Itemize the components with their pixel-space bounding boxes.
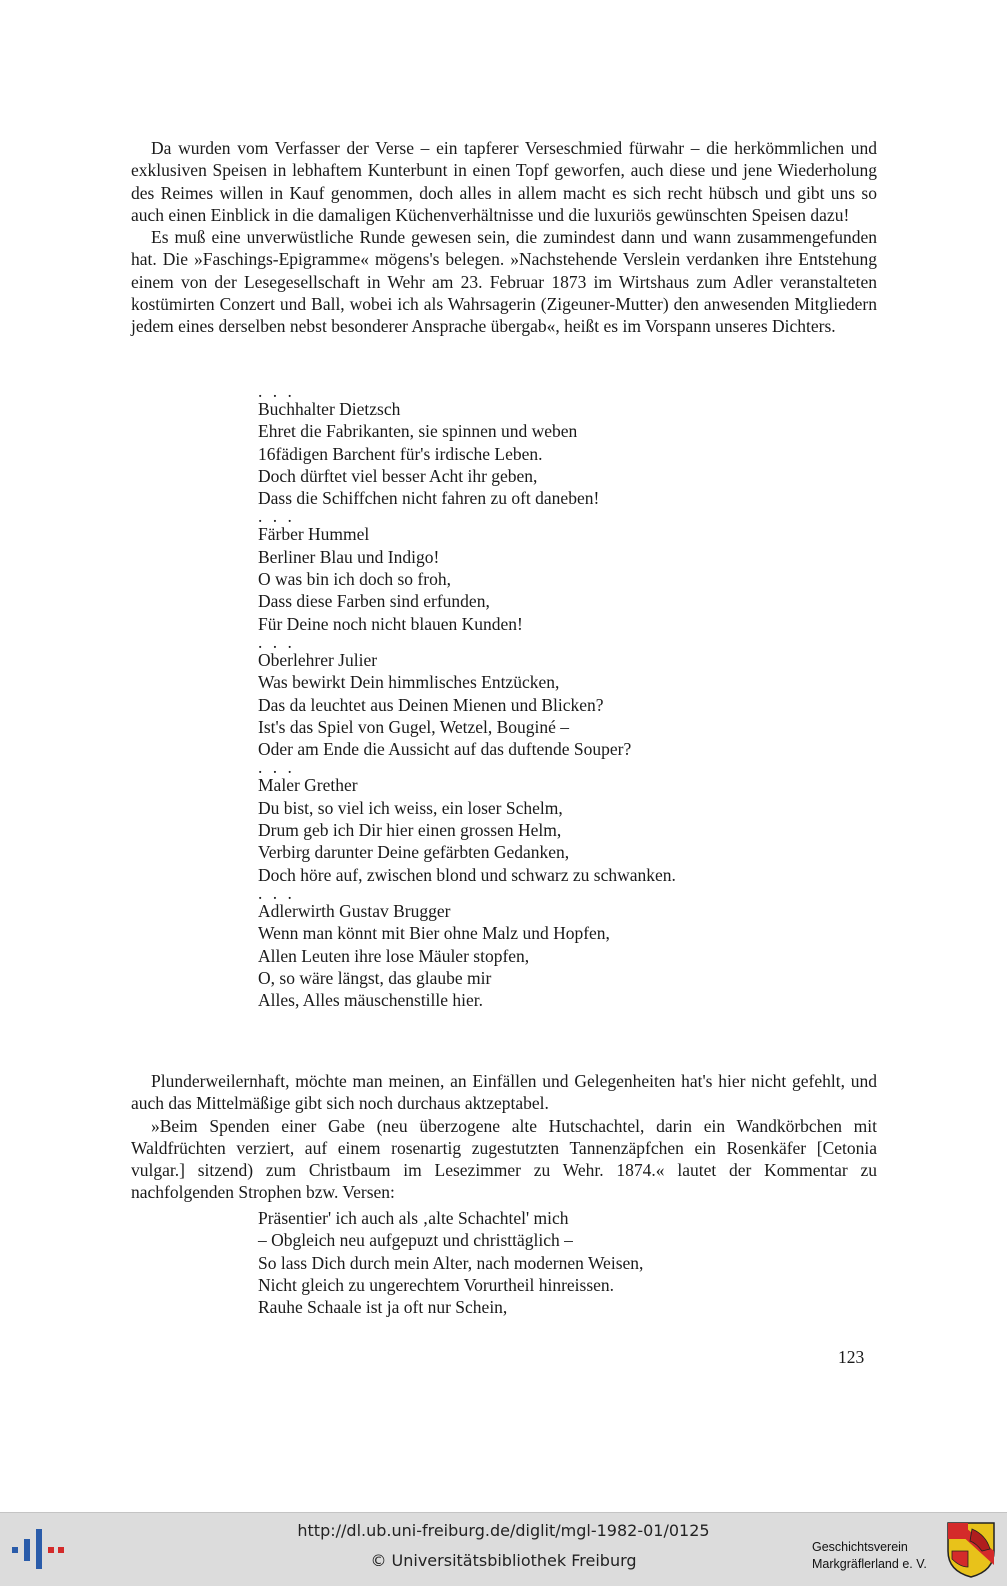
verse-line: Oder am Ende die Aussicht auf das duftende Souper? — [258, 739, 632, 760]
epigram-title: Buchhalter Dietzsch — [258, 399, 401, 419]
verse-line: O was bin ich doch so froh, — [258, 569, 451, 590]
verse-line: Nicht gleich zu ungerechtem Vorurtheil hinreissen. — [258, 1274, 615, 1295]
copyright-text: © Universitätsbibliothek Freiburg — [370, 1551, 637, 1570]
verse-line: Doch dürftet viel besser Acht ihr geben, — [258, 465, 538, 486]
verse-line: Was bewirkt Dein himmlisches Entzücken, — [258, 672, 560, 693]
verse-line: Das da leuchtet aus Deinen Mienen und Blicken? — [258, 694, 604, 715]
verse-line: – Obgleich neu aufgepuzt und christtäglich – — [258, 1230, 573, 1251]
epigram-title: Oberlehrer Julier — [258, 649, 378, 670]
society-line-1: Geschichtsverein — [812, 1540, 908, 1554]
page-number: 123 — [838, 1347, 865, 1367]
verse-line: Rauhe Schaale ist ja oft nur Schein, — [258, 1297, 508, 1318]
footer-bar — [0, 1512, 1007, 1586]
paragraph-2: Es muß eine unverwüstliche Runde gewesen sein, die zumindest dann und wann zusammengefunden hat. Die »Faschings-Epigramme« mögens's belegen. »Nachstehende Verslein verdanken ihre Entstehung einem von der Lesegesellschaft in Wehr am 23. Februar 1873 im Wirtshaus zum Adler veranstalteten kostümirten Conzert und Ball, wobei ich als Wahrsagerin (Zigeuner-Mutter) den anwesenden Mitgliedern jedem eines derselben nebst besonderer Ansprache übergab«, heißt es im Vorspann unseres Dichters. — [131, 227, 877, 337]
ellipsis: . . . — [258, 631, 295, 652]
epigram-title: Färber Hummel — [258, 524, 370, 545]
ellipsis: . . . — [258, 381, 295, 401]
ellipsis: . . . — [258, 506, 295, 527]
ellipsis: . . . — [258, 882, 295, 903]
closing-text — [131, 1070, 877, 1204]
intro-text — [131, 137, 877, 338]
verse-line: Berliner Blau und Indigo! — [258, 546, 440, 567]
verse-line: Allen Leuten ihre lose Mäuler stopfen, — [258, 945, 530, 966]
society-line-2: Markgräflerland e. V. — [812, 1557, 927, 1571]
coat-of-arms-icon — [946, 1521, 996, 1579]
epigram-title: Maler Grether — [258, 775, 358, 796]
verse-line: Präsentier' ich auch als ‚alte Schachtel' mich — [258, 1208, 569, 1228]
verse-line: Doch höre auf, zwischen blond und schwarz zu schwanken. — [258, 864, 676, 885]
paragraph-3: Plunderweilernhaft, möchte man meinen, an Einfällen und Gelegenheiten hat's hier nicht gefehlt, und auch das Mittelmäßige gibt sich noch durchaus aktzeptabel. — [131, 1071, 877, 1114]
verse-line: So lass Dich durch mein Alter, nach modernen Weisen, — [258, 1252, 644, 1273]
source-url-link[interactable]: http://dl.ub.uni-freiburg.de/diglit/mgl-1982-01/0125 — [297, 1521, 710, 1540]
verse-line: Ehret die Fabrikanten, sie spinnen und weben — [258, 421, 578, 442]
epigram-block — [258, 381, 676, 1011]
verse-line: Du bist, so viel ich weiss, ein loser Schelm, — [258, 797, 563, 818]
verse-line: 16fädigen Barchent für's irdische Leben. — [258, 443, 543, 464]
epigram-title: Adlerwirth Gustav Brugger — [258, 900, 451, 921]
verse-line: Für Deine noch nicht blauen Kunden! — [258, 613, 523, 634]
verse-line: O, so wäre längst, das glaube mir — [258, 967, 492, 988]
paragraph-1: Da wurden vom Verfasser der Verse – ein tapferer Verseschmied fürwahr – die herkömmlichen und exklusiven Speisen in lebhaftem Kunterbunt in einen Topf geworfen, auch diese und jene Wiederholung des Reimes willen in Kauf genommen, doch alles in allem macht es sich recht hübsch und gibt uns so auch einen Einblick in die damaligen Küchenverhältnisse und die luxuriös gewünschten Speisen dazu! — [131, 138, 877, 225]
society-name — [812, 1539, 927, 1573]
verse-line: Wenn man könnt mit Bier ohne Malz und Hopfen, — [258, 923, 610, 944]
verse-line: Verbirg darunter Deine gefärbten Gedanken, — [258, 842, 570, 863]
verse-line: Ist's das Spiel von Gugel, Wetzel, Bouginé – — [258, 716, 570, 737]
verse-line: Drum geb ich Dir hier einen grossen Helm, — [258, 820, 562, 841]
verse-line: Dass die Schiffchen nicht fahren zu oft daneben! — [258, 488, 600, 509]
ellipsis: . . . — [258, 757, 295, 778]
christmas-verse — [258, 1207, 643, 1318]
verse-line: Alles, Alles mäuschenstille hier. — [258, 990, 484, 1011]
paragraph-4: »Beim Spenden einer Gabe (neu überzogene alte Hutschachtel, darin ein Wandkörbchen mit Waldfrüchten verziert, auf einem rosenartig zugestutzten Tannenzäpfchen ein Rosenkäfer [Cetonia vulgar.] sitzend) zum Christbaum im Lesezimmer zu Wehr. 1874.« lautet der Kommentar zu nachfolgenden Strophen bzw. Versen: — [131, 1115, 877, 1203]
verse-line: Dass diese Farben sind erfunden, — [258, 591, 490, 612]
